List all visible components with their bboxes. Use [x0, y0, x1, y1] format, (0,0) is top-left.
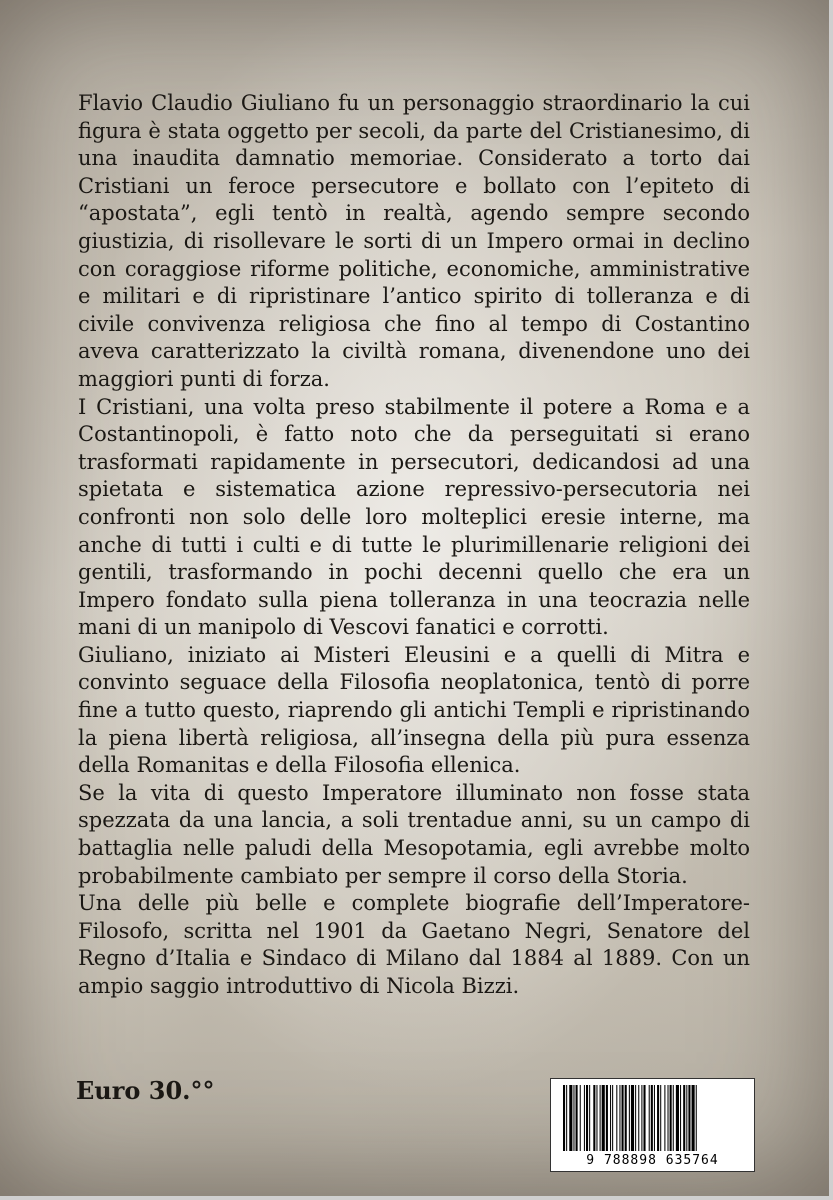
barcode-bar [589, 1085, 590, 1151]
barcode-bar [625, 1085, 627, 1151]
barcode-bar [668, 1085, 669, 1151]
barcode-bar [619, 1085, 620, 1151]
barcode-bar [635, 1085, 636, 1151]
barcode-bar [566, 1085, 567, 1151]
barcode-bar [638, 1085, 639, 1151]
barcode-bar [586, 1085, 588, 1151]
barcode-bar [673, 1085, 674, 1151]
barcode-bar [641, 1085, 642, 1151]
blurb-paragraph-1: Flavio Claudio Giuliano fu un personaggio straordinario la cui figura è stata oggetto per secoli, da parte del Cristianesimo, di una inaudita damnatio memoriae. Considerato a torto dai Cristiani un feroce persecutore e bollato con l’epiteto di “apostata”, egli tentò in realtà, agendo sempre secondo giustizia, di risollevare le sorti di un Impero ormai in declino con coraggiose riforme politiche, economiche, amministrative e militari e di ripristinare l’antico spirito di tolleranza e di civile convivenza religiosa che fino al tempo di Costantino aveva caratterizzato la civiltà romana, divenendone uno dei maggiori punti di forza. [78, 91, 750, 391]
barcode-bar [584, 1085, 585, 1151]
barcode-bar [629, 1085, 630, 1151]
barcode-bar [610, 1085, 611, 1151]
barcode-number: 9 788898 635764 [586, 1153, 719, 1168]
barcode-bar [651, 1085, 653, 1151]
barcode-bar [569, 1085, 572, 1151]
barcode-bar [600, 1085, 601, 1151]
barcode-bar [692, 1085, 695, 1151]
blurb-text [78, 90, 750, 1001]
barcode-bar [670, 1085, 672, 1151]
blurb-paragraph-2: I Cristiani, una volta preso stabilmente il potere a Roma e a Costantinopoli, è fatto noto che da perseguitati si erano trasformati rapidamente in persecutori, dedicandosi ad una spietata e sistematica azione repressivo-persecutoria nei confronti non solo delle loro molteplici eresie interne, ma anche di tutti i culti e di tutte le plurimillenarie religioni dei gentili, trasformando in pochi decenni quello che era un Impero fondato sulla piena tolleranza in una teocrazia nelle mani di un manipolo di Vescovi fanatici e corrotti. [78, 394, 750, 640]
barcode-bar [657, 1085, 659, 1151]
price-label: Euro 30.°° [76, 1076, 215, 1105]
barcode-bars [559, 1085, 748, 1151]
barcode-bar [616, 1085, 617, 1151]
blurb-paragraph-3: Giuliano, iniziato ai Misteri Eleusini e a quelli di Mitra e convinto seguace della Filosofia neoplatonica, tentò di porre fine a tutto questo, riaprendo gli antichi Templi e ripristinando la piena libertà religiosa, all’insegna della più pura essenza della Romanitas e della Filosofia ellenica. [78, 642, 750, 778]
barcode-bar [602, 1085, 605, 1151]
barcode-bar [649, 1085, 650, 1151]
barcode-bar [643, 1085, 645, 1151]
barcode-bar [696, 1085, 697, 1151]
barcode-bar [680, 1085, 681, 1151]
barcode-bar [686, 1085, 687, 1151]
barcode-bar [593, 1085, 595, 1151]
barcode-bar [612, 1085, 613, 1151]
barcode-bar [664, 1085, 665, 1151]
barcode-bar [631, 1085, 634, 1151]
barcode-bar [580, 1085, 581, 1151]
barcode-bar [683, 1085, 685, 1151]
barcode-bar [676, 1085, 679, 1151]
barcode-bar [622, 1085, 624, 1151]
barcode-bar [688, 1085, 690, 1151]
barcode-bar [660, 1085, 661, 1151]
barcode-bar [654, 1085, 655, 1151]
barcode-bar [596, 1085, 597, 1151]
barcode-bar [606, 1085, 608, 1151]
barcode-bar [573, 1085, 574, 1151]
blurb-paragraph-4: Se la vita di questo Imperatore illuminato non fosse stata spezzata da una lancia, a soli trentadue anni, su un campo di battaglia nelle paludi della Mesopotamia, egli avrebbe molto probabilmente cambiato per sempre il corso della Storia. [78, 780, 750, 888]
blurb-paragraph-5: Una delle più belle e complete biografie dell’Imperatore-Filosofo, scritta nel 1901 da Gaetano Negri, Senatore del Regno d’Italia e Sindaco di Milano dal 1884 al 1889. Con un ampio saggio introduttivo di Nicola Bizzi. [78, 891, 750, 998]
barcode [550, 1078, 755, 1172]
barcode-bar [576, 1085, 578, 1151]
barcode-bar [563, 1085, 565, 1151]
